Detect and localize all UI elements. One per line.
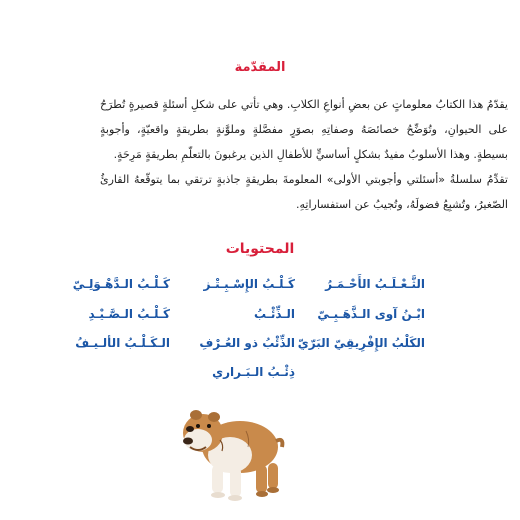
toc-item-hunting-dog[interactable]: كَـلْـبُ الـصَّـيْـدِ [88, 307, 170, 321]
contents-heading: المحتويات [225, 241, 295, 257]
intro-paragraph-1: يقدّمُ هذا الكتابُ معلوماتٍ عن بعضِ أنواعِ الكلابِ. وهي تأتي على شكلِ أسئلةٍ قصيرةٍ تُطرَحُ على الحيوانِ، وتُوَضِّحُ خصائصَهُ وصفاتِهِ بصوَرٍ مفصَّلةٍ وملوَّنةٍ بطريقةٍ واقعيّةٍ، وأجوبةٍ بسيطةٍ. وهذا الأسلوبُ مفيدٌ بشكلٍ أساسيٍّ للأطفالِ الذين يرغبونَ بالتعلّمِ بطريقةٍ مَرِحَةٍ. [100, 98, 508, 161]
toc-item-domestic-dog[interactable]: الـكَـلْـبُ الألـيـفُ [75, 336, 170, 350]
intro-paragraph-2: تقدِّمُ سلسلةُ «أسئلتي وأجوبتي الأولى» المعلومةَ بطريقةٍ جاذبةٍ ترتقي بما يتوقّعهُ القارئُ الصّغيرُ، وتُشبِعُ فضولَهُ، وتُجيبُ عن استفساراتِهِ. [100, 173, 508, 211]
bulldog-icon [178, 395, 290, 507]
toc-item-maned-wolf[interactable]: الذِّئْبُ ذو العُـرْفِ [199, 336, 295, 350]
toc-item-african-wild-dog[interactable]: الكَلْبُ الإِفْرِيقِيّ البَرّيّ [297, 336, 425, 350]
toc-item-dhole[interactable]: كَـلْـبُ الـدَّهْـوَلِـيّ [72, 277, 170, 291]
toc-item-red-fox[interactable]: الثَّـعْـلَـبُ الأَحْـمَـرُ [325, 277, 425, 291]
intro-heading: المقدّمة [234, 60, 286, 75]
toc-item-coyote[interactable]: ذِئْـبُ الـبَـراري [212, 365, 295, 379]
toc-item-spitz[interactable]: كَـلْـبُ الإِسْـبِـتْـز [203, 277, 295, 291]
toc-item-wolf[interactable]: الـذِّئْـبُ [254, 307, 295, 321]
toc-item-golden-jackal[interactable]: ابْـنُ آوى الـذَّهَـبِـيّ [317, 307, 425, 321]
